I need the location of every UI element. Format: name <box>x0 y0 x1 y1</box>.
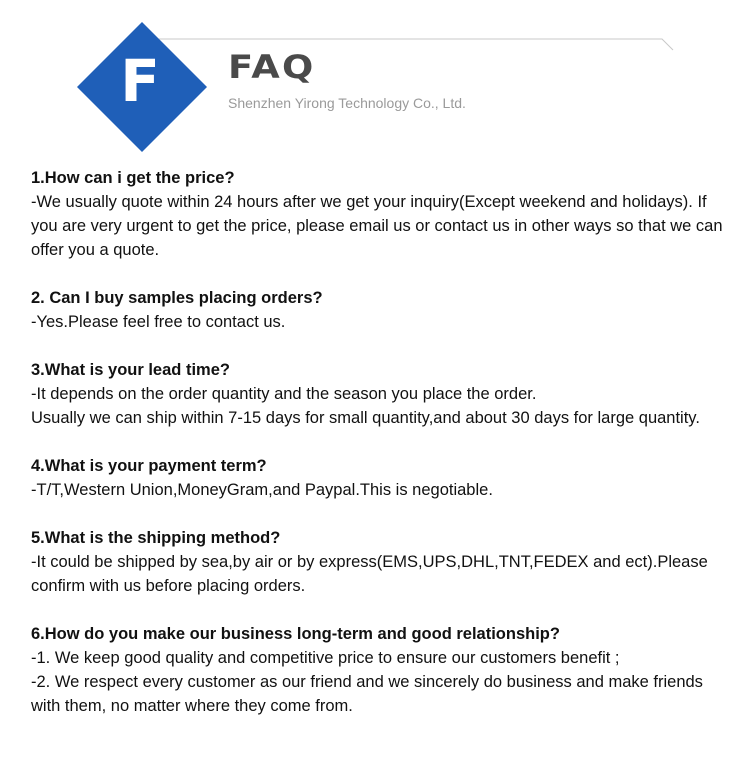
faq-answer: -T/T,Western Union,MoneyGram,and Paypal.This is negotiable. <box>31 481 493 499</box>
faq-question: 6.How do you make our business long-term and good relationship? <box>31 625 560 643</box>
logo-f-icon <box>77 22 207 152</box>
faq-answer: -1. We keep good quality and competitive price to ensure our customers benefit ; <box>31 649 620 667</box>
faq-question: 4.What is your payment term? <box>31 457 267 475</box>
faq-answer: -2. We respect every customer as our friend and we sincerely do business and make friends with them, no matter where they come from. <box>31 673 703 715</box>
faq-item <box>31 454 731 502</box>
faq-answer: -It depends on the order quantity and the season you place the order. <box>31 385 537 403</box>
faq-answer: -Yes.Please feel free to contact us. <box>31 313 286 331</box>
faq-item <box>31 166 731 262</box>
faq-list <box>31 166 731 742</box>
faq-item <box>31 622 731 718</box>
faq-item <box>31 358 731 430</box>
faq-answer: -It could be shipped by sea,by air or by express(EMS,UPS,DHL,TNT,FEDEX and ect).Please confirm with us before placing orders. <box>31 553 708 595</box>
faq-question: 5.What is the shipping method? <box>31 529 281 547</box>
faq-item <box>31 526 731 598</box>
faq-question: 3.What is your lead time? <box>31 361 230 379</box>
page-title: FAQ <box>228 48 316 86</box>
faq-question: 1.How can i get the price? <box>31 169 235 187</box>
faq-answer: -We usually quote within 24 hours after we get your inquiry(Except weekend and holidays). If you are very urgent to get the price, please email us or contact us in other ways so that we can offer you a quote. <box>31 193 723 259</box>
company-name: Shenzhen Yirong Technology Co., Ltd. <box>228 95 466 111</box>
faq-header <box>0 0 750 160</box>
faq-answer: Usually we can ship within 7-15 days for small quantity,and about 30 days for large quantity. <box>31 409 700 427</box>
faq-item <box>31 286 731 334</box>
faq-question: 2. Can I buy samples placing orders? <box>31 289 323 307</box>
logo-letter: F <box>120 47 160 115</box>
